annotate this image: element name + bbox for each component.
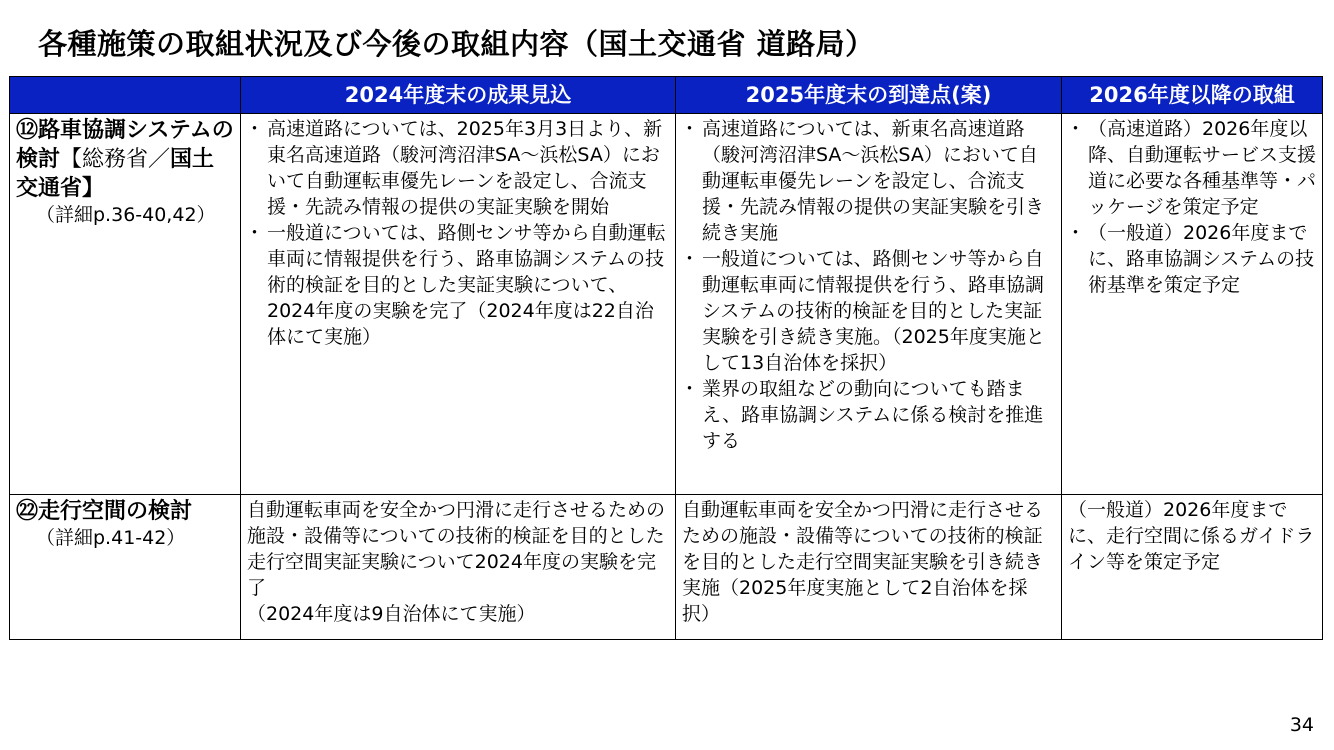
cell-text: 自動運転車両を安全かつ円滑に走行させるための施設・設備等についての技術的検証を目的とした走行空間実証実験について2024年度の実験を完了 bbox=[247, 499, 666, 599]
cell-text: （一般道）2026年度までに、走行空間に係るガイドライン等を策定予定 bbox=[1068, 499, 1315, 573]
row-label-cell bbox=[10, 114, 241, 495]
page-title: 各種施策の取組状況及び今後の取組内容（国土交通省 道路局） bbox=[38, 27, 875, 61]
list-item: ・ 一般道については、路側センサ等から自動運転車両に情報提供を行う、路車協調システムの技術的検証を目的とした実証実験を引き続き実施。（2025年度実施として13自治体を採択） bbox=[682, 246, 1055, 376]
header-empty-cell bbox=[10, 77, 241, 114]
list-item: ・ 高速道路については、2025年3月3日より、新東名高速道路（駿河湾沼津SA～浜松SA）において自動運転車優先レーンを設定し、合流支援・先読み情報の提供の実証実験を開始 bbox=[247, 116, 669, 220]
page-number: 34 bbox=[1289, 714, 1314, 736]
cell-text: 自動運転車両を安全かつ円滑に走行させるための施設・設備等についての技術的検証を目的とした走行空間実証実験を引き続き実施（2025年度実施として2自治体を採択） bbox=[682, 499, 1044, 625]
header-2025: 2025年度末の到達点(案) bbox=[676, 77, 1062, 114]
cell-note: （2024年度は9自治体にて実施） bbox=[247, 603, 536, 625]
row-name: ㉒走行空間の検討 bbox=[16, 499, 193, 524]
table-row bbox=[10, 495, 1323, 640]
list-item: ・ 業界の取組などの動向についても踏まえ、路車協調システムに係る検討を推進する bbox=[682, 376, 1055, 454]
table-row bbox=[10, 114, 1323, 495]
cell-2025 bbox=[676, 495, 1062, 640]
cell-2026 bbox=[1062, 114, 1323, 495]
list-item: ・ （一般道）2026年度までに、路車協調システムの技術基準を策定予定 bbox=[1068, 220, 1316, 298]
row-detail-ref: （詳細p.41-42） bbox=[36, 527, 186, 549]
header-2024: 2024年度末の成果見込 bbox=[241, 77, 676, 114]
cell-2025 bbox=[676, 114, 1062, 495]
row-label-cell bbox=[10, 495, 241, 640]
list-item: ・ 高速道路については、新東名高速道路（駿河湾沼津SA～浜松SA）において自動運転車優先レーンを設定し、合流支援・先読み情報の提供の実証実験を引き続き実施 bbox=[682, 116, 1055, 246]
cell-2026 bbox=[1062, 495, 1323, 640]
list-item: ・ （高速道路）2026年度以降、自動運転サービス支援道に必要な各種基準等・パッケージを策定予定 bbox=[1068, 116, 1316, 220]
row-detail-ref: （詳細p.36-40,42） bbox=[36, 204, 216, 226]
row-owner-bold: 国土交通省】 bbox=[16, 147, 215, 201]
header-2026: 2026年度以降の取組 bbox=[1062, 77, 1323, 114]
row-name: ⑫路車協調システムの検討【総務省／国土交通省】 bbox=[16, 118, 234, 201]
measures-table bbox=[9, 76, 1323, 640]
table-header-row bbox=[10, 77, 1323, 114]
list-item: ・ 一般道については、路側センサ等から自動運転車両に情報提供を行う、路車協調システムの技術的検証を目的とした実証実験について、2024年度の実験を完了（2024年度は22自治体にて実施） bbox=[247, 220, 669, 350]
row-owner: 【総務省／ bbox=[60, 147, 171, 172]
cell-2024 bbox=[241, 495, 676, 640]
cell-2024 bbox=[241, 114, 676, 495]
